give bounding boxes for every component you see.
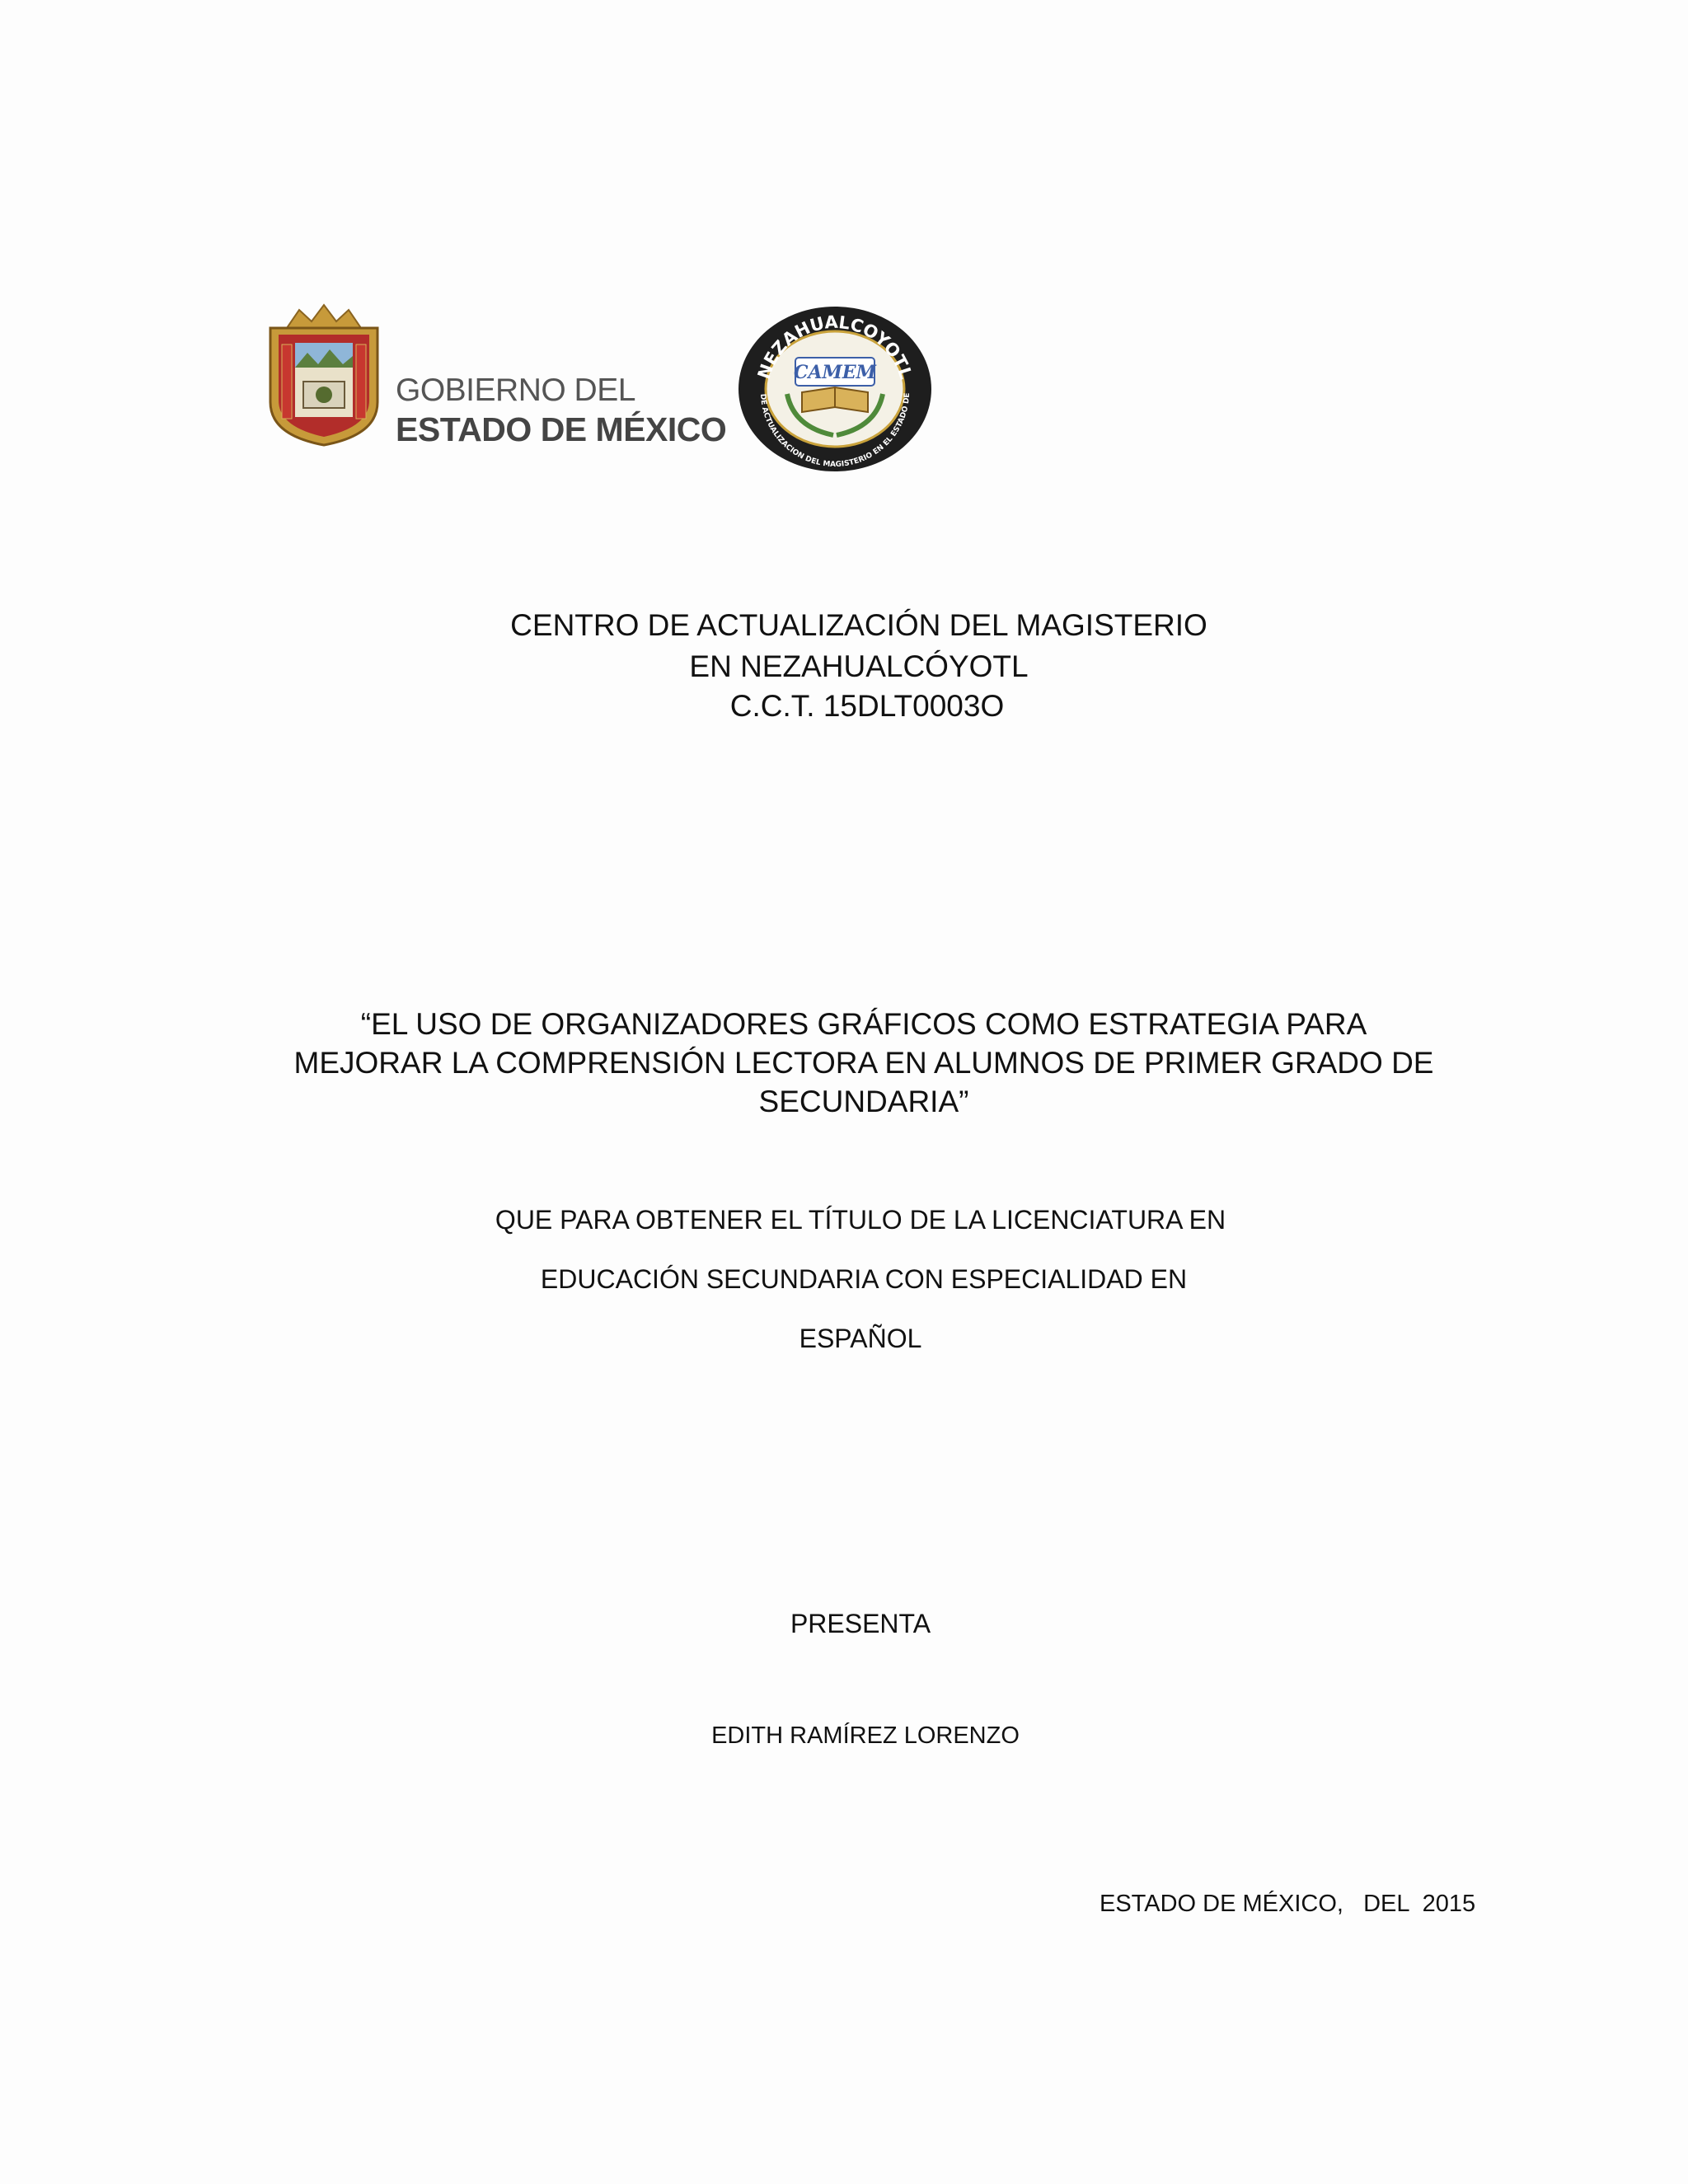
seal-center-text: CAMEM bbox=[793, 362, 877, 383]
degree-line3: ESPAÑOL bbox=[799, 1324, 922, 1353]
government-logo-text-line2: ESTADO DE MÉXICO bbox=[396, 410, 727, 448]
author-name: EDITH RAMÍREZ LORENZO bbox=[711, 1722, 1020, 1749]
institution-name-line2: EN NEZAHUALCÓYOTL bbox=[689, 649, 1029, 683]
government-logo-text-line1: GOBIERNO DEL bbox=[396, 373, 635, 408]
degree-line1: QUE PARA OBTENER EL TÍTULO DE LA LICENCIATURA EN bbox=[495, 1205, 1226, 1235]
place-and-date: ESTADO DE MÉXICO, DEL 2015 bbox=[1100, 1891, 1476, 1917]
thesis-title-line2: MEJORAR LA COMPRENSIÓN LECTORA EN ALUMNOS DE PRIMER GRADO DE bbox=[293, 1046, 1434, 1080]
presenta-label: PRESENTA bbox=[790, 1609, 931, 1638]
estado-de-mexico-shield-logo bbox=[262, 303, 386, 448]
seal-bottom-text: DE ACTUALIZACION DEL MAGISTERIO EN EL ESTADO DE bbox=[757, 392, 912, 470]
institution-name-line1: CENTRO DE ACTUALIZACIÓN DEL MAGISTERIO bbox=[510, 608, 1207, 642]
degree-line2: EDUCACIÓN SECUNDARIA CON ESPECIALIDAD EN bbox=[540, 1264, 1188, 1294]
institution-cct: C.C.T. 15DLT0003O bbox=[729, 689, 1005, 723]
seal-top-text: NEZAHUALCOYOTL bbox=[753, 312, 917, 382]
thesis-title-line1: “EL USO DE ORGANIZADORES GRÁFICOS COMO ESTRATEGIA PARA bbox=[360, 1007, 1367, 1041]
camem-seal-logo bbox=[736, 303, 934, 472]
thesis-title-line3: SECUNDARIA” bbox=[758, 1085, 969, 1118]
